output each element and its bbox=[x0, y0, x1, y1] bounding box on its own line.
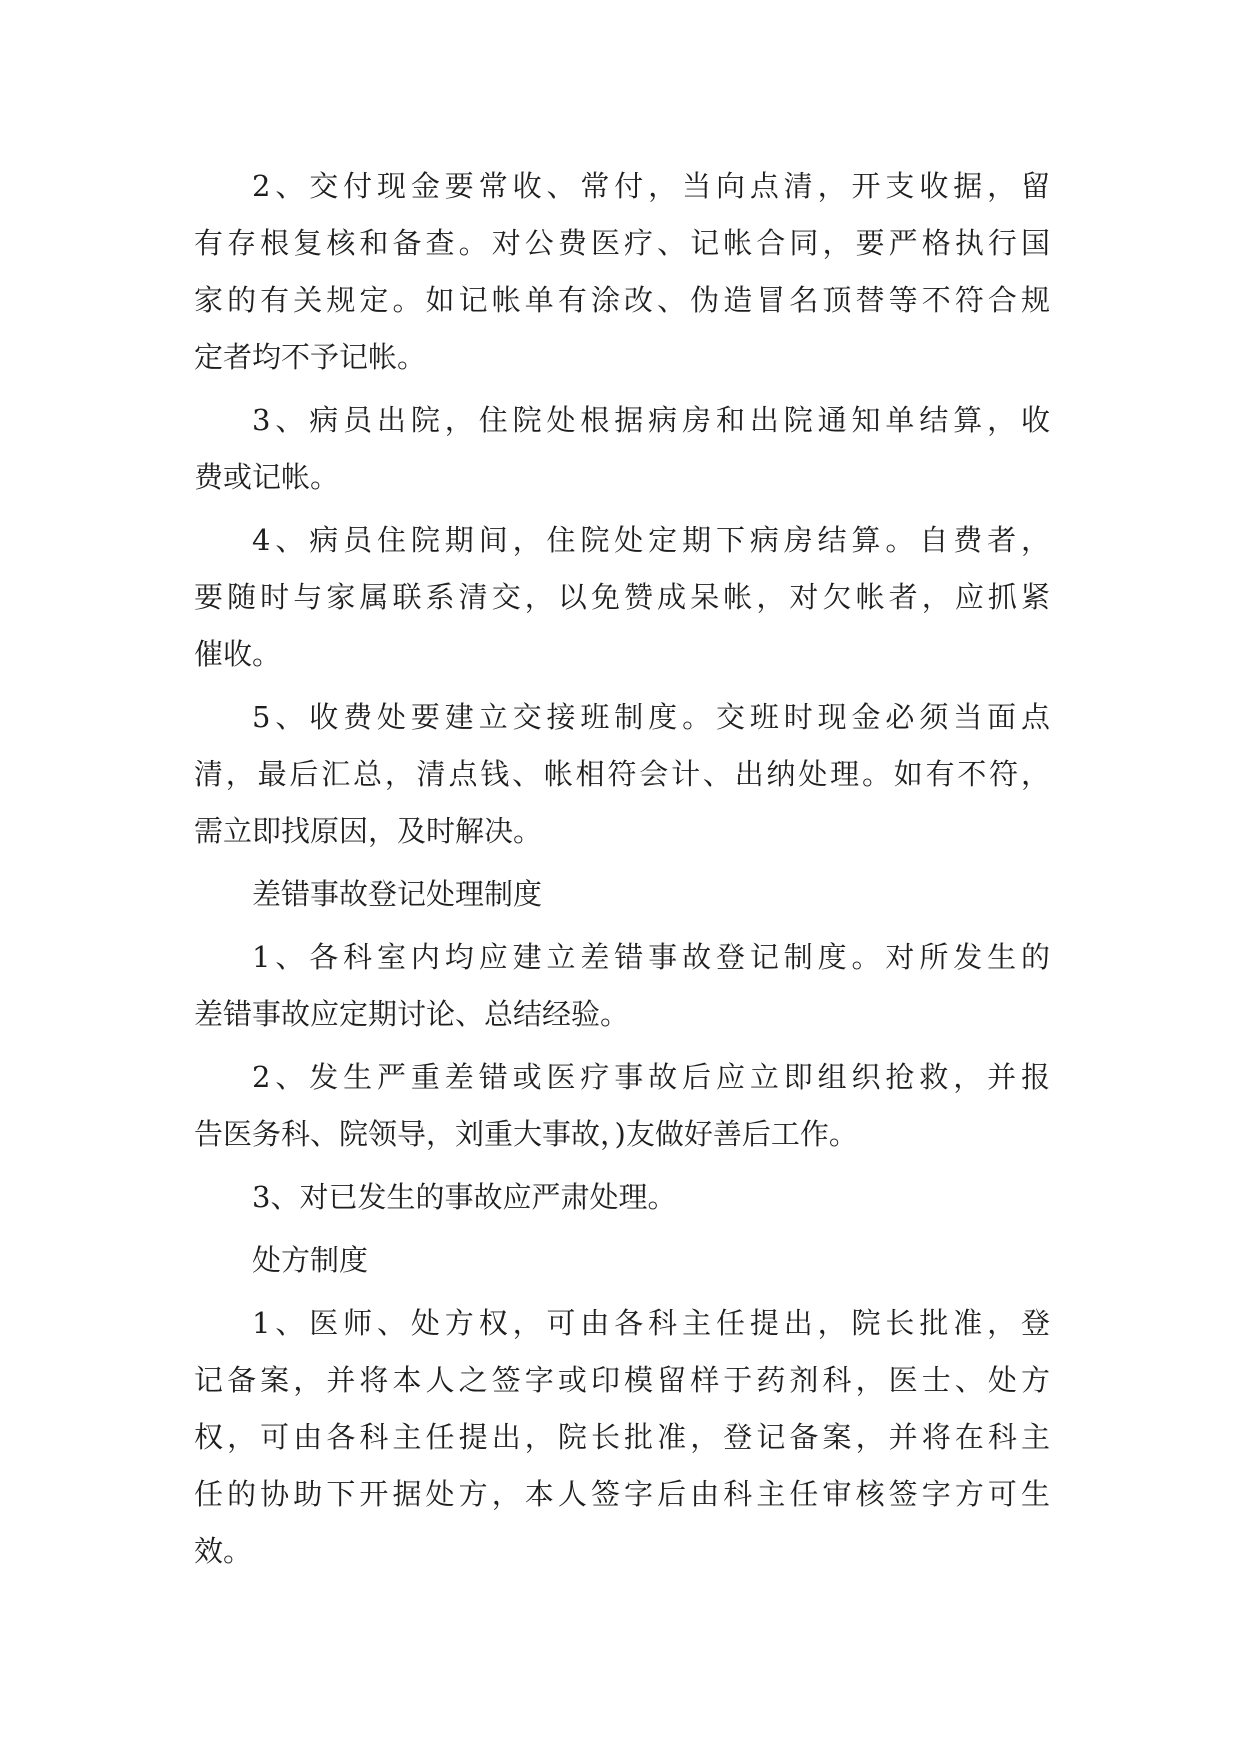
paragraph-line: 差错事故应定期讨论、总结经验。 bbox=[194, 997, 630, 1031]
paragraph bbox=[194, 512, 1050, 683]
paragraph-line: 清，最后汇总，清点钱、帐相符会计、出纳处理。如有不符， bbox=[194, 757, 1050, 791]
paragraph-line: 记备案，并将本人之签字或印模留样于药剂科，医士、处方 bbox=[194, 1363, 1050, 1397]
paragraph-line: 效。 bbox=[194, 1534, 253, 1568]
paragraph-line: 2、发生严重差错或医疗事故后应立即组织抢救，并报 bbox=[252, 1060, 1050, 1094]
paragraph-line: 家的有关规定。如记帐单有涂改、伪造冒名顶替等不符合规 bbox=[194, 283, 1050, 317]
paragraph bbox=[194, 929, 1050, 1043]
paragraph-line: 1、各科室内均应建立差错事故登记制度。对所发生的 bbox=[252, 940, 1050, 974]
paragraph bbox=[194, 1169, 1050, 1226]
paragraph-line: 4、病员住院期间，住院处定期下病房结算。自费者， bbox=[252, 523, 1050, 557]
paragraph bbox=[194, 689, 1050, 860]
heading-text: 差错事故登记处理制度 bbox=[252, 877, 543, 911]
section-heading bbox=[194, 1232, 1050, 1289]
paragraph-line: 催收。 bbox=[194, 637, 282, 671]
section-heading bbox=[194, 866, 1050, 923]
paragraph-line: 1、医师、处方权，可由各科主任提出，院长批准，登 bbox=[252, 1306, 1050, 1340]
paragraph bbox=[194, 158, 1050, 386]
paragraph-line: 费或记帐。 bbox=[194, 460, 340, 494]
paragraph-line: 任的协助下开据处方，本人签字后由科主任审核签字方可生 bbox=[194, 1477, 1050, 1511]
paragraph-line: 3、对已发生的事故应严肃处理。 bbox=[252, 1180, 677, 1214]
heading-text: 处方制度 bbox=[252, 1243, 369, 1277]
paragraph-line: 2、交付现金要常收、常付，当向点清，开支收据，留 bbox=[252, 169, 1050, 203]
paragraph-line: 权，可由各科主任提出，院长批准，登记备案，并将在科主 bbox=[194, 1420, 1050, 1454]
paragraph-line: 要随时与家属联系清交，以免赞成呆帐，对欠帐者，应抓紧 bbox=[194, 580, 1050, 614]
paragraph bbox=[194, 392, 1050, 506]
paragraph-line: 3、病员出院，住院处根据病房和出院通知单结算，收 bbox=[252, 403, 1050, 437]
paragraph-line: 有存根复核和备查。对公费医疗、记帐合同，要严格执行国 bbox=[194, 226, 1050, 260]
paragraph bbox=[194, 1049, 1050, 1163]
document-body bbox=[194, 158, 1050, 1586]
paragraph-line: 告医务科、院领导，刘重大事故，)友做好善后工作。 bbox=[194, 1117, 858, 1151]
paragraph-line: 需立即找原因，及时解决。 bbox=[194, 814, 543, 848]
paragraph-line: 定者均不予记帐。 bbox=[194, 340, 427, 374]
paragraph-line: 5、收费处要建立交接班制度。交班时现金必须当面点 bbox=[252, 700, 1050, 734]
paragraph bbox=[194, 1295, 1050, 1580]
